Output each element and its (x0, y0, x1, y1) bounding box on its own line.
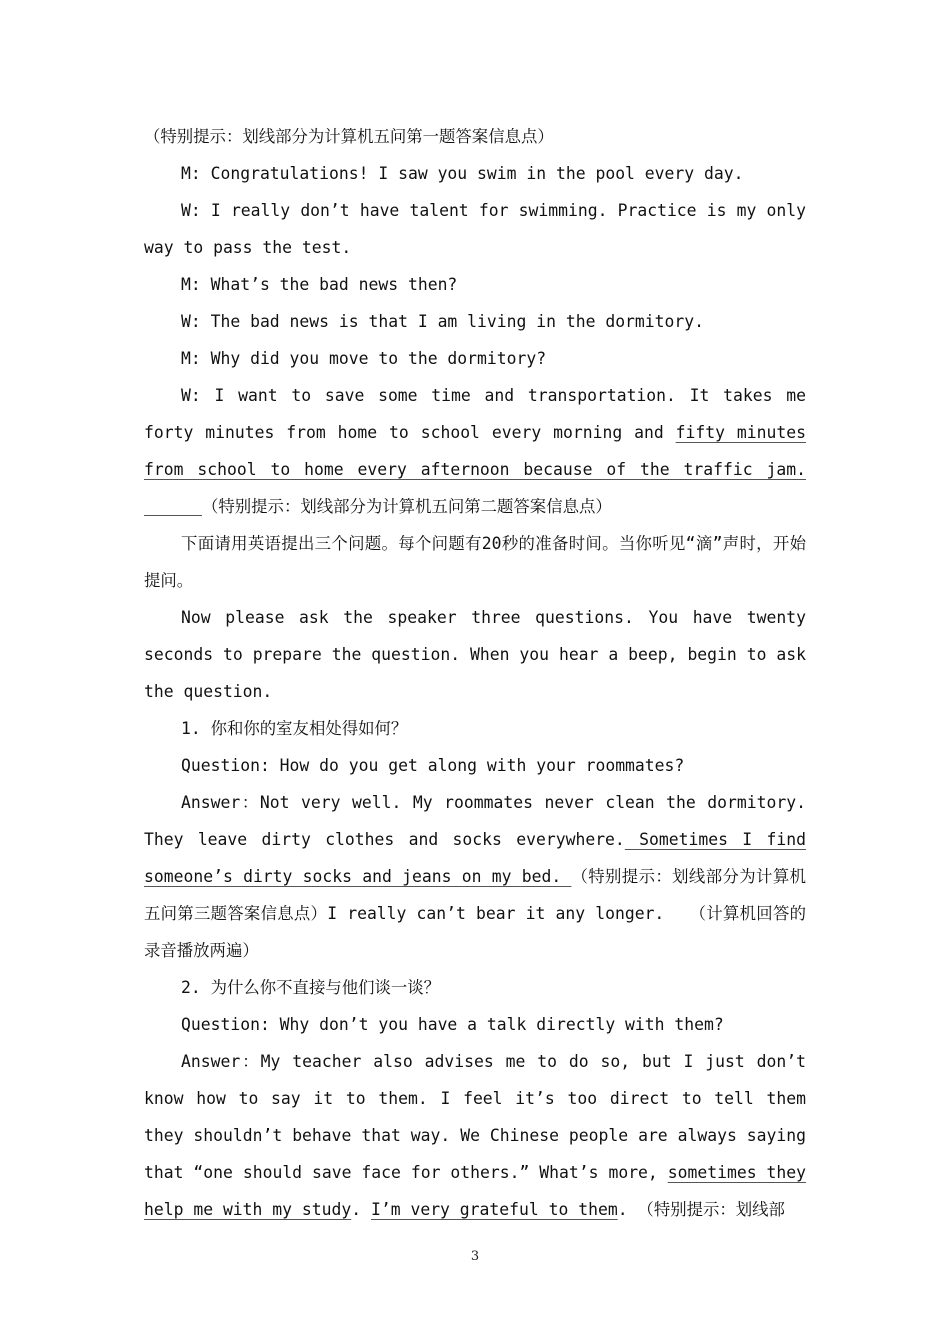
paragraph (144, 1043, 806, 1228)
paragraph-text: （特别提示：划线部分为计算机五问第二题答案信息点） (202, 497, 612, 516)
paragraph-text: M: What’s the bad news then? (181, 275, 458, 294)
paragraph (144, 118, 806, 155)
paragraph (144, 525, 806, 599)
answer-blank-line (144, 514, 202, 516)
paragraph-text: Question: Why don’t you have a talk directly with them? (181, 1015, 724, 1034)
paragraph (144, 784, 806, 969)
paragraph (144, 155, 806, 192)
paragraph (144, 192, 806, 266)
underlined-answer-text: I’m very grateful to them (370, 1200, 618, 1219)
paragraph-text: Question: How do you get along with your roommates? (181, 756, 685, 775)
paragraph (144, 969, 806, 1006)
paragraph-text: Now please ask the speaker three questions. You have twenty seconds to prepare the question. When you hear a beep, begin to ask the question. (144, 608, 806, 701)
paragraph-text: . (351, 1200, 371, 1219)
paragraph (144, 340, 806, 377)
paragraph-text: W: I really don’t have talent for swimming. Practice is my only way to pass the test. (144, 201, 806, 257)
paragraph-text: 下面请用英语提出三个问题。每个问题有20秒的准备时间。当你听见“滴”声时，开始提问。 (144, 534, 806, 590)
paragraph-text: 2. 为什么你不直接与他们谈一谈？ (181, 978, 441, 997)
paragraph-text: M: Congratulations! I saw you swim in the pool every day. (181, 164, 744, 183)
paragraph (144, 377, 806, 525)
underlined-answer-text: fifty minutes from school to home every afternoon because of the traffic jam. (144, 423, 806, 479)
underlined-answer-text: sometimes they help me with my study (144, 1163, 806, 1219)
paragraph-text: M: Why did you move to the dormitory? (181, 349, 547, 368)
paragraph-text: W: I want to save some time and transportation. It takes me forty minutes from home to school every morning and (144, 386, 806, 442)
paragraph-text: 1. 你和你的室友相处得如何？ (181, 719, 408, 738)
paragraph-text: W: The bad news is that I am living in the dormitory. (181, 312, 705, 331)
paragraph-text: （特别提示：划线部分为计算机五问第一题答案信息点） (144, 127, 554, 146)
paragraph-text: Answer：Not very well. My roommates never clean the dormitory. They leave dirty clothes and socks everywhere. (144, 793, 806, 849)
paragraph-text: Answer：My teacher also advises me to do so, but I just don’t know how to say it to them. I feel it’s too direct to tell them they shouldn’t behave that way. We Chinese people are always saying that “one should save face for others.” What’s more, (144, 1052, 806, 1182)
paragraph-text: （特别提示：划线部分为计算机五问第三题答案信息点）I really can’t bear it any longer. （计算机回答的录音播放两遍） (144, 867, 806, 960)
paragraph (144, 303, 806, 340)
page-number: 3 (470, 1249, 480, 1264)
paragraph (144, 1006, 806, 1043)
paragraph (144, 599, 806, 710)
paragraph-text: . （特别提示：划线部 (617, 1200, 785, 1219)
paragraph (144, 710, 806, 747)
underlined-answer-text: Sometimes I find someone’s dirty socks and jeans on my bed. (144, 830, 806, 886)
paragraph (144, 747, 806, 784)
paragraph (144, 266, 806, 303)
document-body (144, 118, 806, 1228)
